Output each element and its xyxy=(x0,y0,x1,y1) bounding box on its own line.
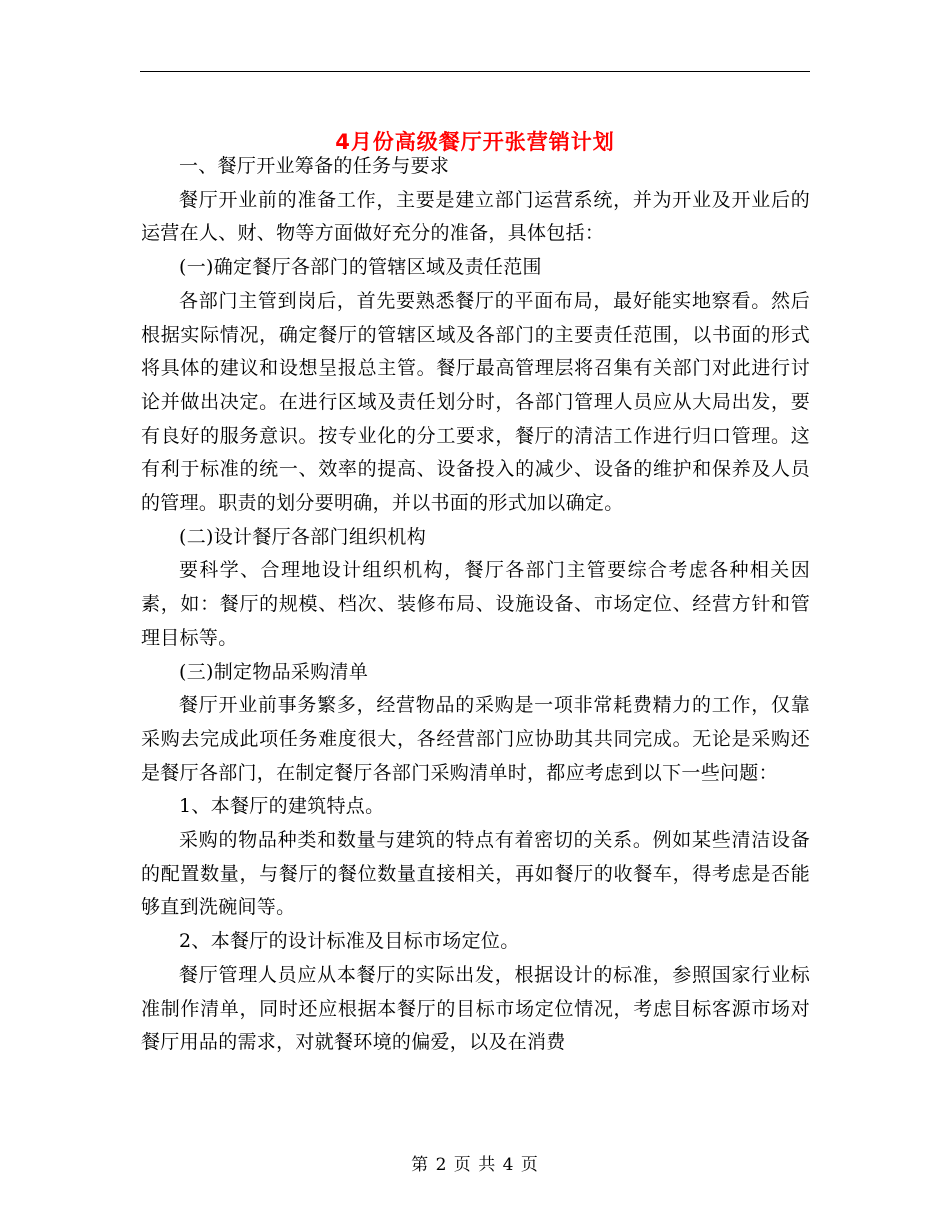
document-title: 4月份高级餐厅开张营销计划 xyxy=(335,130,615,155)
paragraph: 餐厅开业前事务繁多，经营物品的采购是一项非常耗费精力的工作，仅靠采购去完成此项任务难度很大，各经营部门应协助其共同完成。无论是采购还是餐厅各部门，在制定餐厅各部门采购清单时，都应考虑到以下一些问题： xyxy=(141,694,810,784)
section-heading: 一、餐厅开业筹备的任务与要求 xyxy=(179,155,450,177)
document-body xyxy=(141,150,810,1060)
page-number: 第 2 页 共 4 页 xyxy=(411,1155,539,1175)
list-heading: 1、本餐厅的建筑特点。 xyxy=(179,795,385,818)
subsection-heading: (一)确定餐厅各部门的管辖区域及责任范围 xyxy=(179,256,542,279)
paragraph: 餐厅开业前的准备工作，主要是建立部门运营系统，并为开业及开业后的运营在人、财、物等方面做好充分的准备，具体包括： xyxy=(141,188,810,245)
subsection-heading: (三)制定物品采购清单 xyxy=(179,660,369,683)
subsection-heading: (二)设计餐厅各部门组织机构 xyxy=(179,525,427,548)
paragraph: 要科学、合理地设计组织机构，餐厅各部门主管要综合考虑各种相关因素，如：餐厅的规模、档次、装修布局、设施设备、市场定位、经营方针和管理目标等。 xyxy=(141,559,810,649)
paragraph: 餐厅管理人员应从本餐厅的实际出发，根据设计的标准，参照国家行业标准制作清单，同时还应根据本餐厅的目标市场定位情况，考虑目标客源市场对餐厅用品的需求，对就餐环境的偏爱，以及在消费 xyxy=(141,963,810,1054)
paragraph: 各部门主管到岗后，首先要熟悉餐厅的平面布局，最好能实地察看。然后根据实际情况，确定餐厅的管辖区域及各部门的主要责任范围，以书面的形式将具体的建议和设想呈报总主管。餐厅最高管理层将召集有关部门对此进行讨论并做出决定。在进行区域及责任划分时，各部门管理人员应从大局出发，要有良好的服务意识。按专业化的分工要求，餐厅的清洁工作进行归口管理。这有利于标准的统一、效率的提高、设备投入的减少、设备的维护和保养及人员的管理。职责的划分要明确，并以书面的形式加以确定。 xyxy=(141,289,810,515)
header-rule xyxy=(140,71,810,72)
paragraph: 采购的物品种类和数量与建筑的特点有着密切的关系。例如某些清洁设备的配置数量，与餐厅的餐位数量直接相关，再如餐厅的收餐车，得考虑是否能够直到洗碗间等。 xyxy=(141,829,810,919)
list-heading: 2、本餐厅的设计标准及目标市场定位。 xyxy=(179,930,520,953)
